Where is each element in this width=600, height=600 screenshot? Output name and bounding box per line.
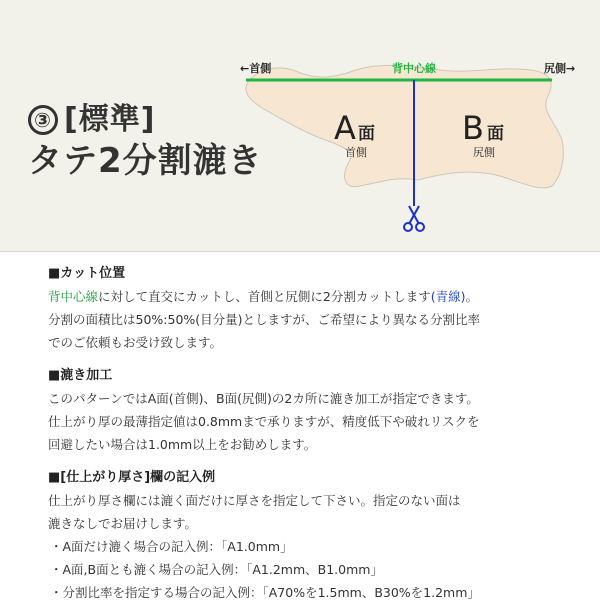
cut-position-line3: でのご依頼もお受け致します。: [48, 335, 223, 350]
entry-example: ・A面だけ漉く場合の記入例：「A1.0mm」: [50, 539, 293, 554]
skive-line3: 回避したい場合は1.0mm以上をお勧めします。: [48, 437, 317, 452]
pattern-standard-label: [標準]: [64, 102, 156, 137]
skive-line2: 仕上がり厚の最薄指定値は0.8mmまで承りますが、精度低下や破れリスクを: [48, 414, 480, 429]
entry-line2: 漉きなしでお届けします。: [48, 516, 198, 531]
entry-example: ・A面,B面とも漉く場合の記入例：「A1.2mm、B1.0mm」: [50, 562, 383, 577]
description: [48, 262, 568, 600]
cut-position-line1: [48, 285, 568, 308]
entry-line1: 仕上がり厚さ欄には漉く面だけに厚さを指定して下さい。指定のない面は: [48, 493, 461, 508]
a-face-suffix: 面: [358, 124, 375, 144]
b-face-suffix: 面: [487, 124, 504, 144]
b-face-letter: B: [462, 109, 484, 147]
hide-diagram: [0, 0, 600, 252]
entry-heading: ■[仕上がり厚さ]欄の記入例: [48, 470, 216, 485]
spine-word: 背中心線: [48, 289, 99, 304]
cut-text-end: 。: [465, 289, 479, 304]
hide-shape: [246, 65, 563, 187]
banner: [0, 0, 600, 252]
entry-example: ・分割比率を指定する場合の記入例：「A70%を1.5mm、B30%を1.2mm」: [50, 585, 480, 600]
tail-side-label: 尻側→: [544, 62, 576, 75]
skive-section: [48, 364, 568, 456]
a-face-letter: A: [334, 109, 356, 147]
b-face-sublabel: 尻側: [473, 146, 495, 159]
a-face-sublabel: 首側: [345, 146, 367, 159]
skive-line1: このパターンではA面(首側)、B面(尻側)の2カ所に漉き加工が指定できます。: [48, 391, 479, 406]
scissors-icon: [404, 206, 424, 231]
entry-example-section: [48, 466, 568, 600]
blue-line-word: (青線): [430, 289, 466, 304]
spine-label: 背中心線: [392, 62, 436, 75]
cut-position-line2: 分割の面積比は50%:50%(目分量)としますが、ご希望により異なる分割比率: [48, 312, 481, 327]
pattern-name: タテ2分割漉き: [28, 141, 263, 182]
cut-position-section: [48, 262, 568, 354]
cut-text: に対して直交にカットし、首側と尻側に2分割カットします: [98, 289, 431, 304]
head-side-label: ←首側: [240, 62, 272, 75]
skive-heading: ■漉き加工: [48, 368, 113, 383]
pattern-number: ③: [28, 105, 58, 135]
cut-position-heading: ■カット位置: [48, 266, 126, 281]
